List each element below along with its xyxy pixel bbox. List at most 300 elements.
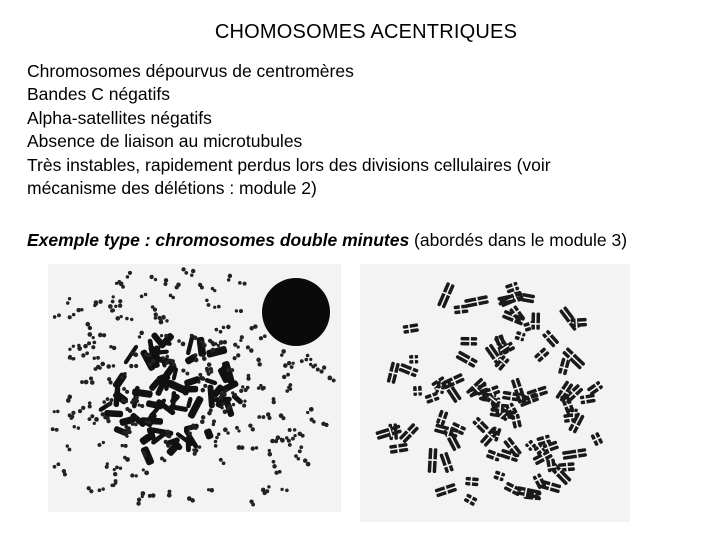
- double-minute: [163, 278, 168, 286]
- double-minute-dot: [306, 462, 311, 467]
- double-minute: [108, 304, 114, 313]
- chromosome: [514, 330, 526, 342]
- double-minute-dot: [226, 325, 231, 330]
- double-minute-dot: [306, 354, 310, 358]
- double-minute-dot: [249, 326, 254, 331]
- double-minute-dot: [283, 363, 288, 368]
- chromosome: [460, 336, 477, 346]
- chromosome: [531, 312, 541, 329]
- double-minute-dot: [244, 388, 248, 392]
- double-minute-dot: [98, 488, 102, 492]
- double-minute: [246, 345, 254, 353]
- double-minute-dot: [293, 428, 297, 432]
- chromatid: [546, 459, 552, 472]
- double-minute: [130, 473, 138, 477]
- double-minute: [212, 419, 216, 426]
- double-minute-dot: [164, 278, 168, 282]
- double-minute-dot: [164, 440, 168, 444]
- double-minute-dot: [71, 411, 75, 415]
- double-minute-dot: [91, 345, 95, 349]
- chromosome: [434, 482, 457, 498]
- double-minute: [160, 334, 168, 338]
- double-minute-dot: [280, 438, 285, 443]
- double-minute-dot: [81, 406, 85, 410]
- band: [413, 355, 415, 365]
- double-minute: [256, 358, 262, 367]
- double-minute-dot: [163, 459, 167, 463]
- double-minute-dot: [239, 389, 243, 393]
- double-minute-dot: [251, 503, 255, 507]
- double-minute-dot: [68, 315, 72, 319]
- chromosome: [463, 493, 478, 507]
- double-minute-dot: [73, 425, 76, 428]
- double-minute: [68, 313, 76, 319]
- double-minute-dot: [240, 445, 245, 450]
- double-minute: [190, 269, 195, 277]
- chromosome: [465, 476, 479, 487]
- double-minute-dot: [89, 489, 93, 493]
- double-minute-dot: [120, 315, 123, 318]
- double-minute-dot: [138, 335, 141, 338]
- double-minute-dot: [213, 289, 216, 292]
- double-minute: [106, 364, 115, 369]
- double-minute-dot: [120, 376, 124, 380]
- double-minute: [306, 407, 314, 414]
- double-minute-dot: [102, 400, 106, 404]
- double-minute-dot: [322, 365, 326, 369]
- double-minute-dot: [306, 411, 309, 414]
- double-minute-dot: [327, 376, 332, 381]
- double-minute-dot: [123, 372, 127, 376]
- double-minute: [272, 397, 276, 404]
- double-minute-dot: [112, 346, 116, 350]
- double-minute: [98, 487, 105, 492]
- double-minute: [215, 432, 220, 439]
- double-minute-dot: [215, 328, 219, 332]
- double-minute-dot: [111, 300, 115, 304]
- double-minute-dot: [241, 385, 244, 388]
- double-minute-dot: [259, 384, 262, 387]
- double-minute-dot: [165, 360, 169, 364]
- double-minute: [109, 345, 116, 350]
- chromatid: [531, 312, 535, 329]
- double-minute-dot: [53, 315, 57, 319]
- double-minute-dot: [144, 470, 149, 475]
- double-minute-dot: [217, 344, 220, 347]
- double-minute: [309, 417, 315, 423]
- double-minute-dot: [56, 410, 60, 414]
- example-rest: (abordés dans le module 3): [409, 230, 628, 250]
- double-minute-dot: [286, 373, 290, 377]
- double-minute-dot: [246, 376, 250, 380]
- double-minute: [167, 490, 172, 498]
- double-minute: [151, 305, 157, 312]
- double-minute-dot: [228, 405, 233, 410]
- double-minute-dot: [71, 357, 74, 360]
- double-minute-dot: [272, 400, 276, 404]
- double-minute: [239, 388, 248, 393]
- double-minute: [205, 299, 210, 307]
- double-minute-dot: [246, 345, 250, 349]
- double-minute-dot: [297, 457, 301, 461]
- double-minute-dot: [261, 415, 265, 419]
- double-minute-dot: [159, 319, 162, 322]
- double-minute-dot: [285, 389, 289, 393]
- double-minute-dot: [288, 443, 292, 447]
- double-minute-dot: [135, 399, 139, 403]
- double-minute-dot: [301, 434, 305, 438]
- double-minute-dot: [257, 415, 261, 419]
- double-minute: [119, 281, 125, 288]
- double-minute-dot: [235, 309, 238, 312]
- double-minute: [138, 403, 145, 408]
- double-minute-dot: [272, 464, 276, 468]
- double-minute-dot: [203, 384, 207, 388]
- double-minute-dot: [121, 285, 125, 289]
- double-minute: [83, 341, 91, 348]
- double-minute-dot: [217, 432, 221, 436]
- double-minute-dot: [210, 341, 214, 345]
- double-minute-dot: [72, 313, 76, 317]
- double-minute: [227, 274, 232, 282]
- double-minute: [62, 469, 67, 476]
- double-minute-dot: [236, 345, 239, 348]
- double-minute: [88, 414, 95, 421]
- double-minute-dot: [181, 342, 186, 347]
- double-minute-dot: [131, 422, 135, 426]
- double-minute-dot: [251, 427, 255, 431]
- bullet-item: Chromosomes dépourvus de centromères: [27, 61, 354, 81]
- double-minute-dot: [139, 331, 143, 335]
- double-minute-dot: [214, 444, 218, 448]
- double-minute: [246, 374, 250, 381]
- double-minute: [319, 365, 326, 373]
- double-minute: [115, 466, 122, 470]
- double-minute: [208, 339, 215, 345]
- double-minute-dot: [140, 404, 144, 408]
- example-line: [27, 230, 627, 251]
- double-minute-dot: [94, 302, 98, 306]
- double-minute-dot: [136, 501, 140, 505]
- double-minute: [298, 432, 305, 438]
- double-minute: [140, 293, 148, 298]
- chromosome: [499, 290, 524, 308]
- double-minute-dot: [81, 353, 85, 357]
- chromosome: [186, 386, 198, 393]
- double-minute-dot: [251, 446, 255, 450]
- double-minute-dot: [214, 440, 218, 444]
- double-minute-dot: [294, 454, 298, 458]
- chromosome: [409, 354, 418, 364]
- double-minute-dot: [130, 400, 134, 404]
- double-minute: [222, 325, 231, 330]
- double-minute-dot: [124, 399, 128, 403]
- double-minute-dot: [66, 444, 69, 447]
- double-minute-dot: [239, 309, 243, 313]
- double-minute: [118, 299, 122, 308]
- double-minute: [105, 462, 109, 469]
- double-minute-dot: [100, 362, 105, 367]
- double-minute-dot: [148, 362, 152, 366]
- double-minute-dot: [114, 481, 118, 485]
- double-minute: [142, 468, 149, 475]
- double-minute-dot: [190, 334, 194, 338]
- double-minute-dot: [188, 427, 192, 431]
- double-minute: [287, 439, 292, 447]
- double-minute-dot: [300, 359, 304, 363]
- double-minute-dot: [274, 439, 278, 443]
- double-minute-dot: [171, 296, 175, 300]
- double-minute-dot: [160, 334, 163, 337]
- double-minute: [235, 309, 243, 313]
- double-minute-dot: [110, 398, 114, 402]
- double-minute-dot: [113, 472, 117, 476]
- double-minute: [303, 458, 311, 466]
- double-minute: [175, 282, 181, 289]
- chromosome: [113, 386, 120, 407]
- double-minute-dot: [223, 427, 228, 432]
- double-minute-dot: [222, 326, 226, 330]
- double-minute-dot: [88, 417, 92, 421]
- chromosome: [427, 448, 438, 473]
- micrograph-left: [48, 264, 341, 512]
- double-minute-dot: [140, 295, 144, 299]
- double-minute-dot: [77, 426, 80, 429]
- double-minute: [298, 445, 303, 453]
- chromosome: [471, 416, 489, 434]
- double-minute-dot: [194, 448, 199, 453]
- double-minute-dot: [172, 363, 176, 367]
- double-minute-dot: [314, 363, 317, 366]
- double-minute: [80, 380, 88, 385]
- double-minute-dot: [93, 422, 96, 425]
- double-minute-dot: [274, 471, 278, 475]
- double-minute: [123, 456, 130, 462]
- double-minute: [211, 287, 217, 292]
- micrograph-right: [360, 264, 630, 522]
- double-minute-dot: [285, 436, 288, 439]
- double-minute: [53, 313, 61, 318]
- chromosome: [545, 458, 557, 472]
- chromosome: [164, 372, 169, 391]
- double-minute: [279, 413, 286, 420]
- bullet-item: Absence de liaison au microtubules: [27, 131, 303, 152]
- double-minute-dot: [115, 282, 118, 285]
- double-minute: [148, 493, 156, 498]
- double-minute-dot: [194, 358, 199, 363]
- double-minute: [122, 387, 129, 394]
- double-minute-dot: [80, 380, 84, 384]
- double-minute-dot: [211, 348, 215, 352]
- double-minute-dot: [77, 346, 82, 351]
- double-minute-dot: [118, 299, 122, 303]
- double-minute-dot: [125, 434, 128, 437]
- chromosome: [557, 357, 571, 375]
- double-minute: [270, 439, 278, 444]
- double-minute-dot: [198, 445, 201, 448]
- double-minute-dot: [165, 434, 168, 437]
- double-minute: [138, 331, 144, 339]
- double-minute: [251, 446, 259, 451]
- double-minute-dot: [108, 304, 113, 309]
- double-minute: [238, 281, 247, 286]
- chromosome: [533, 347, 550, 364]
- double-minute-dot: [88, 401, 91, 404]
- double-minute: [154, 312, 158, 319]
- double-minute-dot: [161, 315, 166, 320]
- double-minute-dot: [167, 493, 172, 498]
- double-minute-dot: [102, 441, 105, 444]
- double-minute: [87, 332, 94, 339]
- chromosome: [206, 345, 228, 358]
- chromosome: [453, 304, 468, 316]
- double-minute-dot: [85, 322, 90, 327]
- double-minute-dot: [56, 462, 60, 466]
- double-minute-dot: [263, 334, 267, 338]
- chromatid: [571, 323, 587, 327]
- double-minute: [198, 283, 204, 290]
- double-minute: [202, 354, 207, 361]
- double-minute: [66, 444, 72, 451]
- double-minute: [181, 267, 188, 274]
- bullet-item: mécanisme des délétions : module 2): [27, 178, 317, 199]
- double-minute: [280, 349, 286, 357]
- double-minute-dot: [233, 393, 237, 397]
- double-minute-dot: [190, 274, 193, 277]
- double-minute: [261, 488, 267, 496]
- double-minute-dot: [55, 428, 59, 432]
- double-minute-dot: [207, 411, 211, 415]
- double-minute: [126, 271, 132, 279]
- double-minute-dot: [125, 457, 130, 462]
- double-minute: [233, 353, 241, 360]
- double-minute-dot: [87, 341, 91, 345]
- double-minute-dot: [249, 348, 254, 353]
- double-minute-dot: [227, 278, 231, 282]
- double-minute-dot: [226, 431, 229, 434]
- double-minute-dot: [143, 453, 147, 457]
- double-minute-dot: [128, 271, 132, 275]
- double-minute-dot: [212, 423, 215, 426]
- double-minute-dot: [197, 380, 200, 383]
- double-minute-dot: [202, 356, 207, 361]
- double-minute-dot: [233, 356, 237, 360]
- double-minute: [268, 449, 273, 457]
- double-minute: [111, 295, 115, 303]
- double-minute-dot: [222, 402, 225, 405]
- double-minute-dot: [53, 465, 57, 469]
- double-minute-dot: [103, 416, 107, 420]
- double-minute: [91, 341, 96, 350]
- double-minute: [249, 499, 255, 506]
- double-minute-dot: [280, 353, 283, 356]
- double-minute: [149, 275, 157, 282]
- double-minute: [68, 356, 75, 361]
- double-minute-dot: [147, 420, 151, 424]
- micrograph-left-image: [48, 264, 341, 512]
- double-minute-dot: [105, 465, 109, 469]
- double-minute: [53, 462, 61, 468]
- double-minute: [214, 440, 218, 448]
- double-minute: [207, 408, 212, 415]
- double-minute: [136, 497, 141, 505]
- double-minute-dot: [219, 340, 224, 345]
- double-minute-dot: [148, 494, 152, 498]
- double-minute-dot: [290, 365, 294, 369]
- double-minute-dot: [218, 396, 222, 400]
- double-minute-dot: [226, 367, 231, 372]
- bullet-item: Alpha-satellites négatifs: [27, 107, 212, 128]
- double-minute-dot: [200, 286, 204, 290]
- double-minute-dot: [66, 301, 70, 305]
- double-minute: [219, 458, 226, 465]
- bullet-list: [27, 60, 551, 200]
- double-minute: [160, 457, 166, 463]
- double-minute: [51, 427, 59, 432]
- double-minute: [223, 427, 230, 434]
- double-minute: [300, 358, 308, 363]
- double-minute-dot: [332, 378, 336, 382]
- double-minute-dot: [70, 415, 74, 419]
- double-minute-dot: [201, 415, 205, 419]
- double-minute: [129, 364, 138, 368]
- double-minute-dot: [144, 293, 147, 296]
- chromosome: [402, 323, 419, 335]
- double-minute-dot: [164, 334, 168, 338]
- double-minute-dot: [280, 488, 283, 491]
- double-minute-dot: [281, 416, 285, 420]
- double-minute-dot: [242, 404, 246, 408]
- double-minute-dot: [115, 316, 120, 321]
- double-minute-dot: [106, 364, 111, 369]
- double-minute-dot: [129, 364, 133, 368]
- double-minute-dot: [193, 335, 198, 340]
- double-minute-dot: [237, 429, 240, 432]
- double-minute-dot: [262, 386, 266, 390]
- double-minute-dot: [207, 303, 211, 307]
- chromatid: [460, 342, 477, 346]
- double-minute: [76, 308, 83, 312]
- micrograph-right-image: [360, 264, 630, 522]
- double-minute-dot: [92, 341, 96, 345]
- double-minute-dot: [142, 468, 145, 471]
- double-minute: [215, 328, 223, 334]
- chromosome: [580, 393, 596, 405]
- double-minute-dot: [223, 410, 228, 415]
- double-minute-dot: [123, 431, 127, 435]
- double-minute-dot: [304, 358, 308, 362]
- double-minute: [107, 377, 113, 384]
- chromosome: [412, 386, 422, 396]
- double-minute-dot: [222, 461, 226, 465]
- double-minute-dot: [316, 368, 320, 372]
- double-minute-dot: [121, 444, 124, 447]
- double-minute-dot: [154, 278, 157, 281]
- double-minute-dot: [98, 443, 102, 447]
- double-minute: [66, 297, 71, 305]
- double-minute: [93, 417, 99, 425]
- double-minute-dot: [110, 484, 113, 487]
- double-minute-dot: [96, 356, 100, 360]
- double-minute-dot: [181, 267, 185, 271]
- band: [469, 336, 471, 346]
- double-minute-dot: [153, 308, 157, 312]
- double-minute-dot: [66, 398, 71, 403]
- double-minute-dot: [268, 452, 273, 457]
- double-minute-dot: [135, 474, 138, 477]
- double-minute: [125, 407, 132, 413]
- double-minute-dot: [90, 414, 94, 418]
